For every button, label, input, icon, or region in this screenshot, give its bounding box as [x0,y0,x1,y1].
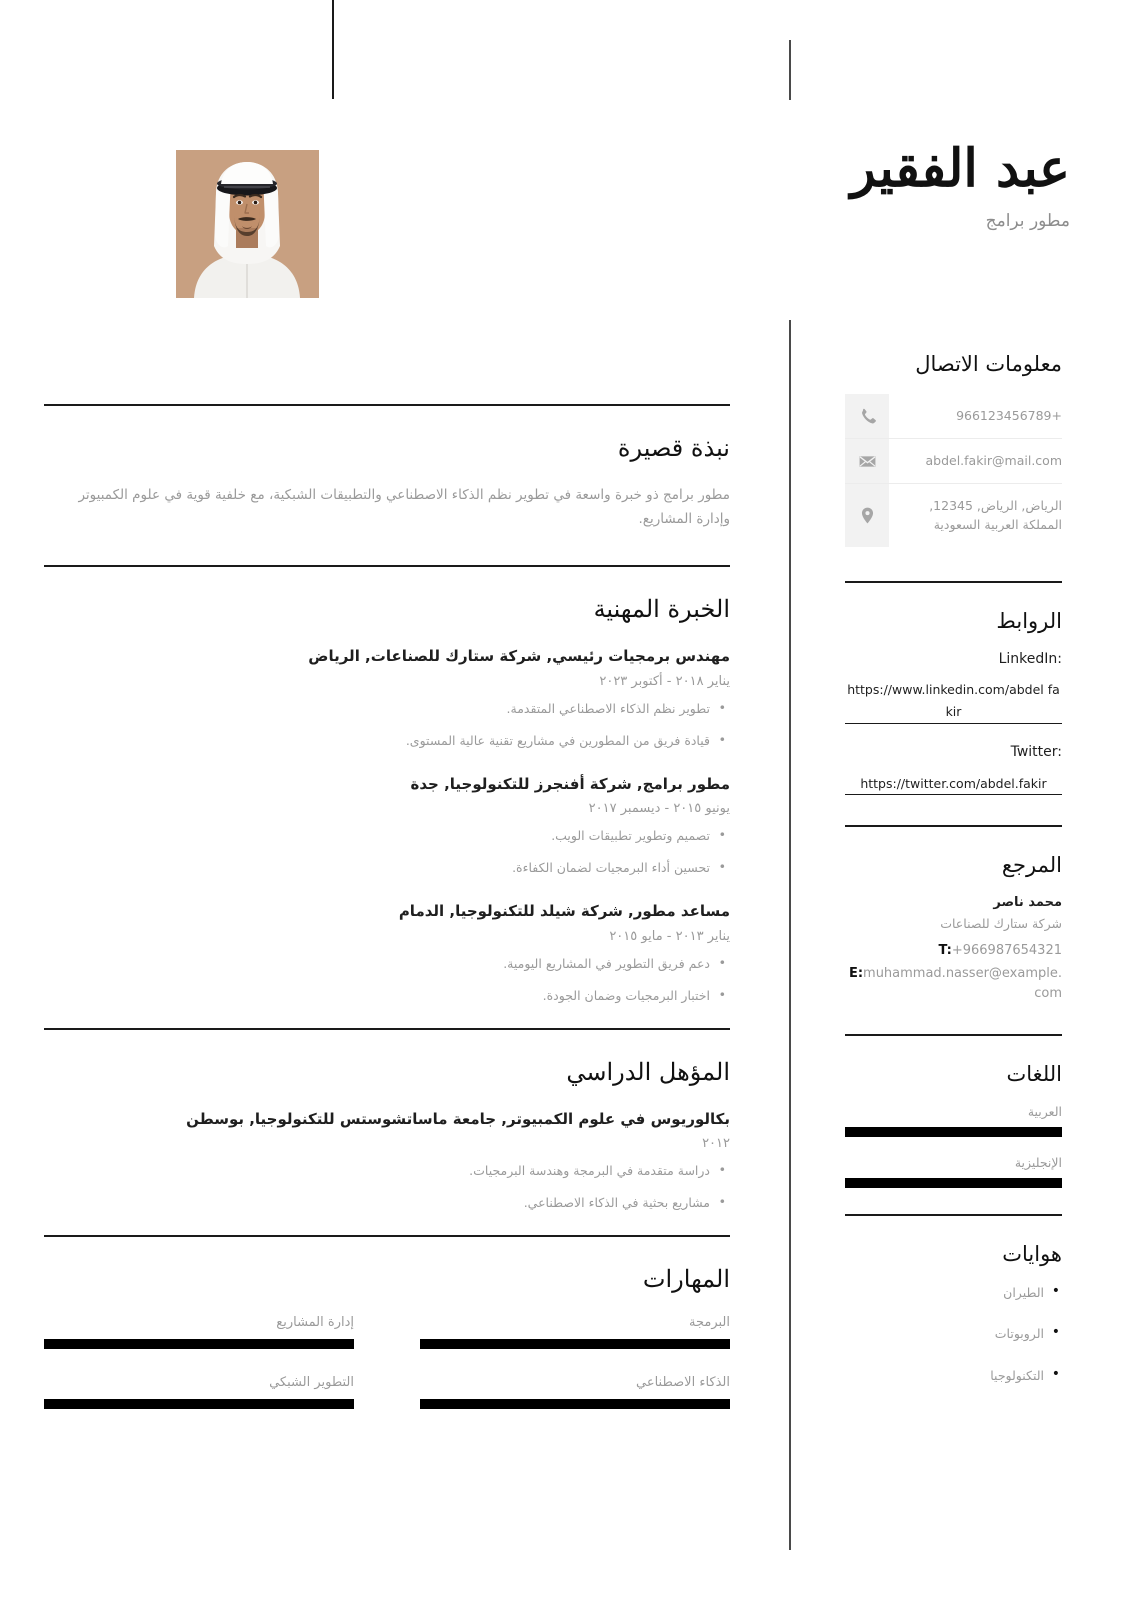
skill-bar-fill [420,1399,730,1409]
section-divider [44,565,730,567]
language-bar-fill [845,1178,1062,1188]
experience-entry [44,773,730,879]
section-contact [845,352,1062,547]
section-title-skills: المهارات [642,1265,730,1294]
hobbies-list [845,1284,1062,1385]
reference-name: محمد ناصر [993,895,1062,911]
section-title-education: المؤهل الدراسي [566,1057,730,1086]
list-item: • مشاريع بحثية في الذكاء الاصطناعي. [44,1193,730,1213]
list-item: • تصميم وتطوير تطبيقات الويب. [44,826,730,846]
section-skills [44,1235,730,1435]
section-title-experience: الخبرة المهنية [593,595,730,624]
list-item: • قيادة فريق من المطورين في مشاريع تقنية عالية المستوى. [44,731,730,751]
experience-bullets [44,699,730,751]
section-divider [845,1034,1062,1036]
list-item: • دعم فريق التطوير في المشاريع اليومية. [44,954,730,974]
skill-name: الذكاء الاصطناعي [636,1375,730,1391]
summary-text: مطور برامج ذو خبرة واسعة في تطوير نظم الذكاء الاصطناعي والتطبيقات الشبكية، مع خلفية قوية في علوم الكمبيوتر وإدارة المشاريع. [78,487,730,527]
experience-role: مطور برامج, شركة أفنجرز للتكنولوجيا, جدة [410,774,730,793]
reference-company: شركة ستارك للصناعات [940,916,1062,932]
section-title-hobbies: هوايات [1002,1241,1062,1266]
contact-row-address [845,484,1062,547]
education-degree: بكالوريوس في علوم الكمبيوتر, جامعة ماساتشوستس للتكنولوجيا, بوسطن [186,1109,730,1128]
languages-list [845,1104,1062,1188]
decorative-vertical-rule-right [789,40,791,100]
section-divider [845,825,1062,827]
link-url[interactable]: https://www.linkedin.com/abdel fakir [845,679,1062,724]
list-item: • التكنولوجيا [845,1367,1062,1385]
job-title: مطور برامج [985,211,1070,232]
language-bar [845,1127,1062,1137]
section-title-contact: معلومات الاتصال [915,352,1062,376]
language-name: الإنجليزية [1014,1154,1062,1170]
contact-list [845,394,1062,547]
section-title-links: الروابط [996,608,1062,633]
section-divider [44,1028,730,1030]
avatar [176,150,319,298]
list-item: • دراسة متقدمة في البرمجة وهندسة البرمجيات. [44,1161,730,1181]
section-divider [845,581,1062,583]
section-experience [44,565,730,1006]
skill-item [420,1315,730,1349]
section-summary [44,404,730,531]
reference-phone-value: +966987654321 [951,943,1062,959]
experience-date: يناير ٢٠١٨ - أكتوبر ٢٠٢٣ [599,673,730,689]
experience-date: يناير ٢٠١٣ - مايو ٢٠١٥ [609,928,730,944]
language-item [845,1104,1062,1137]
skill-name: البرمجة [689,1315,730,1331]
section-reference [845,825,1062,1003]
link-label: LinkedIn: [998,650,1062,667]
link-label: Twitter: [1010,744,1062,760]
section-languages [845,1034,1062,1188]
skill-bar [44,1399,354,1409]
skill-item [44,1315,354,1349]
language-bar-fill [845,1127,1062,1137]
experience-date: يونيو ٢٠١٥ - ديسمبر ٢٠١٧ [588,801,730,817]
education-bullets [44,1161,730,1213]
skill-item [44,1375,354,1409]
skill-name: إدارة المشاريع [276,1315,354,1331]
section-title-summary: نبذة قصيرة [617,434,730,462]
envelope-icon [845,439,889,483]
education-date: ٢٠١٢ [702,1136,730,1152]
skills-grid [44,1315,730,1435]
phone-icon [845,394,889,438]
section-divider [44,1235,730,1237]
reference-email-label: E: [848,965,864,981]
section-title-reference: المرجع [1001,853,1062,878]
section-title-languages: اللغات [1006,1061,1062,1086]
language-name: العربية [1027,1103,1062,1119]
section-links [845,581,1062,796]
experience-bullets [44,954,730,1006]
contact-phone-value: +966123456789 [956,408,1062,423]
skill-bar [420,1399,730,1409]
link-item-twitter[interactable] [845,744,1062,795]
skill-name: التطوير الشبكي [269,1375,354,1391]
sidebar [845,352,1062,1408]
section-education [44,1028,730,1214]
main-column [44,404,730,1435]
contact-row-email [845,439,1062,484]
link-item-linkedin[interactable] [845,651,1062,724]
list-item: • تحسين أداء البرمجيات لضمان الكفاءة. [44,858,730,878]
list-item: • الروبوتات [845,1325,1062,1343]
section-divider [845,1214,1062,1216]
section-divider [44,404,730,406]
reference-phone-line [845,941,1062,961]
skill-bar-fill [44,1399,354,1409]
page-title: عبد الفقير [850,138,1070,199]
education-entry [44,1108,730,1214]
resume-header [650,140,1070,231]
location-pin-icon [845,484,889,547]
links-list [845,651,1062,796]
decorative-vertical-rule-left [332,0,334,99]
list-item: • الطيران [845,1284,1062,1302]
skill-bar-fill [44,1339,354,1349]
contact-row-phone [845,394,1062,439]
experience-entry [44,645,730,751]
contact-address-value: الرياض, الرياض, 12345, المملكة العربية السعودية [929,498,1062,533]
reference-email-line [845,964,1062,1004]
section-hobbies [845,1214,1062,1385]
contact-email-value: abdel.fakir@mail.com [925,453,1062,468]
skill-bar [420,1339,730,1349]
list-item: • اختبار البرمجيات وضمان الجودة. [44,986,730,1006]
skill-bar-fill [420,1339,730,1349]
reference-phone-label: T: [938,943,952,959]
language-bar [845,1178,1062,1188]
reference-email-value: muhammad.nasser@example.com [863,965,1062,1001]
experience-role: مساعد مطور, شركة شيلد للتكنولوجيا, الدمام [398,902,730,921]
link-url[interactable]: https://twitter.com/abdel.fakir [845,773,1062,796]
skill-bar [44,1339,354,1349]
experience-entry [44,900,730,1006]
experience-role: مهندس برمجيات رئيسي, شركة ستارك للصناعات, الرياض [308,647,730,666]
reference-block [845,895,1062,1003]
list-item: • تطوير نظم الذكاء الاصطناعي المتقدمة. [44,699,730,719]
language-item [845,1155,1062,1188]
experience-bullets [44,826,730,878]
portrait-photo [176,150,319,298]
column-separator [789,320,791,1550]
skill-item [420,1375,730,1409]
